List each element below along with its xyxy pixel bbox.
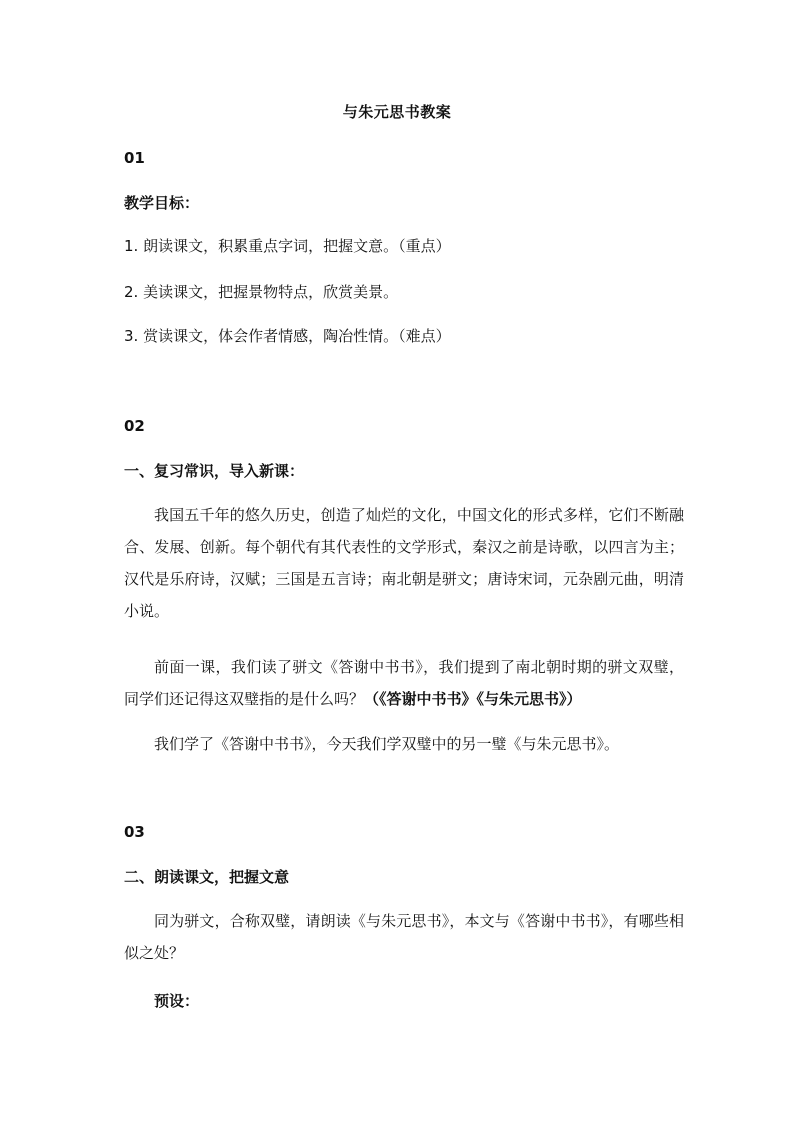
section-heading-reading: 二、朗读课文，把握文意 [124,868,290,886]
answer-highlight: （《答谢中书书》《与朱元思书》） [364,690,582,708]
document-title: 与朱元思书教案 [342,103,452,121]
section-number-02: 02 [124,417,145,435]
section-number-01: 01 [124,149,145,167]
objective-item-3: 3. 赏读课文，体会作者情感，陶冶性情。（难点） [124,327,451,345]
paragraph-previous-lesson-text: 前面一课，我们读了骈文《答谢中书书》，我们提到了南北朝时期的骈文双璧，同学们还记得这双璧指的是什么吗？ [124,658,684,708]
paragraph-previous-lesson [124,651,684,715]
section-number-03: 03 [124,823,145,841]
paragraph-today-lesson: 我们学了《答谢中书书》，今天我们学双璧中的另一璧《与朱元思书》。 [154,735,620,753]
preset-label: 预设： [154,992,200,1010]
objective-item-2: 2. 美读课文，把握景物特点，欣赏美景。 [124,283,399,301]
section-heading-review: 一、复习常识，导入新课： [124,462,305,480]
paragraph-reading-question: 同为骈文，合称双璧，请朗读《与朱元思书》，本文与《答谢中书书》，有哪些相似之处？ [124,912,684,962]
objective-item-1: 1. 朗读课文，积累重点字词，把握文意。（重点） [124,237,451,255]
section-heading-objectives: 教学目标： [124,194,200,212]
paragraph-history: 我国五千年的悠久历史，创造了灿烂的文化，中国文化的形式多样，它们不断融合、发展、创新。每个朝代有其代表性的文学形式，秦汉之前是诗歌，以四言为主；汉代是乐府诗，汉赋；三国是五言诗；南北朝是骈文；唐诗宋词，元杂剧元曲，明清小说。 [124,506,684,620]
